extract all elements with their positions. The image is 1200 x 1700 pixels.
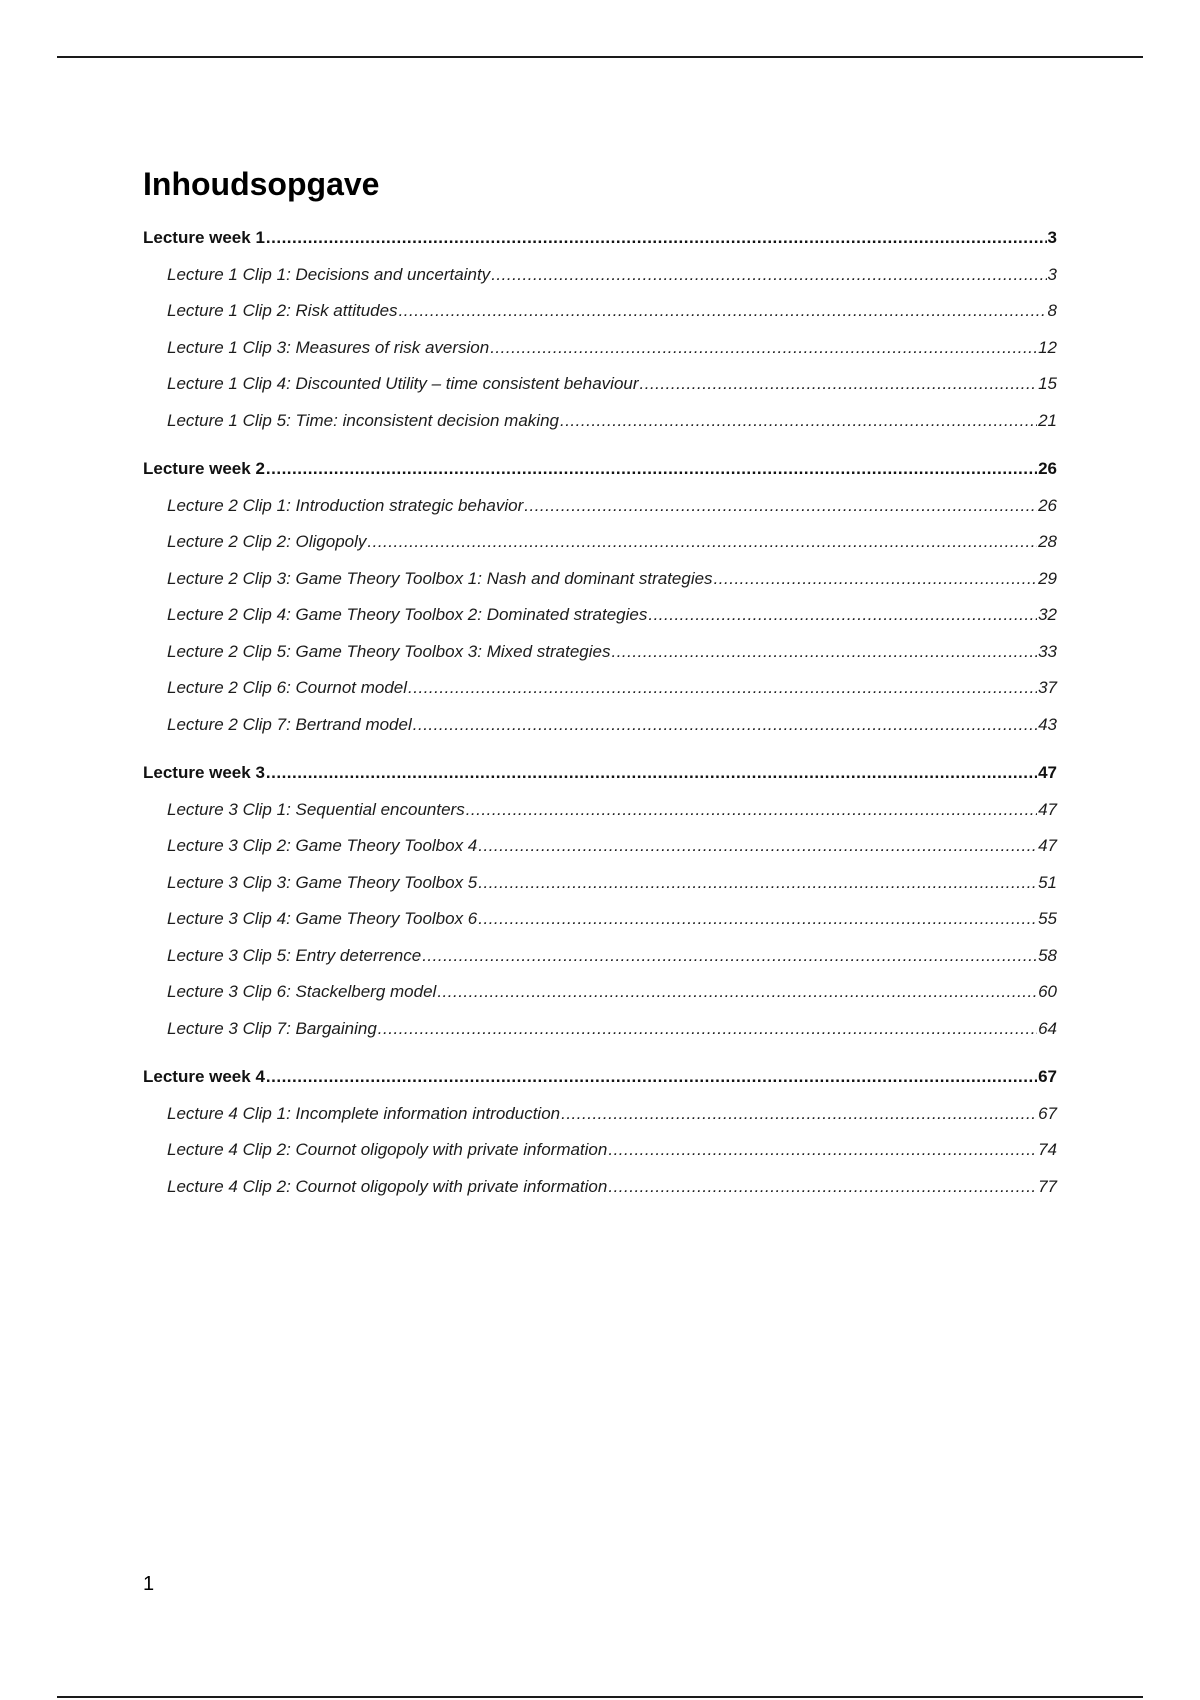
- toc-dot-leader: [422, 938, 1037, 975]
- toc-entry-label: Lecture week 2: [143, 459, 265, 478]
- toc-entry-page: 47: [1038, 763, 1057, 782]
- toc-dot-leader: [367, 524, 1037, 561]
- toc-dot-leader: [466, 792, 1037, 829]
- toc-entry-clip[interactable]: [143, 293, 1057, 330]
- toc-dot-leader: [266, 1059, 1037, 1096]
- toc-dot-leader: [611, 634, 1037, 671]
- footer-rule: [57, 1696, 1143, 1698]
- toc-entry-label: Lecture week 1: [143, 228, 265, 247]
- toc-entry-page: 37: [1038, 678, 1057, 697]
- toc-entry-page: 67: [1038, 1103, 1057, 1123]
- toc-entry-label: Lecture week 3: [143, 763, 265, 782]
- toc-entry-page: 51: [1038, 872, 1057, 892]
- toc-entry-clip[interactable]: [143, 1132, 1057, 1169]
- toc-entry-clip[interactable]: [143, 561, 1057, 598]
- toc-entry-page: 47: [1038, 836, 1057, 855]
- toc-dot-leader: [399, 293, 1047, 330]
- toc-entry-page: 64: [1038, 1018, 1057, 1038]
- toc-entry-clip[interactable]: [143, 634, 1057, 671]
- toc-entry-label: Lecture 3 Clip 7: Bargaining: [167, 1018, 377, 1038]
- toc-entry-page: 32: [1038, 605, 1057, 624]
- toc-entry-clip[interactable]: [143, 1169, 1057, 1206]
- toc-entry-page: 15: [1038, 374, 1057, 393]
- toc-entry-label: Lecture 3 Clip 5: Entry deterrence: [167, 945, 422, 965]
- toc-entry-clip[interactable]: [143, 597, 1057, 634]
- toc-entry-label: Lecture 2 Clip 2: Oligopoly: [167, 532, 367, 551]
- toc-dot-leader: [608, 1169, 1037, 1206]
- toc-entry-label: Lecture 3 Clip 4: Game Theory Toolbox 6: [167, 909, 478, 928]
- toc-entry-label: Lecture 3 Clip 6: Stackelberg model: [167, 982, 437, 1001]
- toc-entry-page: 3: [1047, 264, 1057, 284]
- toc-entry-label: Lecture 2 Clip 7: Bertrand model: [167, 714, 412, 734]
- toc-dot-leader: [560, 403, 1037, 440]
- toc-entry-label: Lecture 4 Clip 2: Cournot oligopoly with private information: [167, 1140, 608, 1159]
- toc-dot-leader: [561, 1096, 1037, 1133]
- toc-entry-label: Lecture 2 Clip 4: Game Theory Toolbox 2: Dominated strategies: [167, 605, 648, 624]
- toc-entry-clip[interactable]: [143, 670, 1057, 707]
- toc-week-3: [143, 755, 1057, 1047]
- toc-entry-week[interactable]: [143, 755, 1057, 792]
- toc-dot-leader: [266, 220, 1047, 257]
- page-number: 1: [143, 1573, 155, 1595]
- toc-dot-leader: [478, 901, 1037, 938]
- toc-dot-leader: [413, 707, 1037, 744]
- toc-entry-page: 58: [1038, 945, 1057, 965]
- toc-entry-clip[interactable]: [143, 901, 1057, 938]
- toc-dot-leader: [408, 670, 1037, 707]
- toc-entry-label: Lecture 2 Clip 6: Cournot model: [167, 678, 408, 697]
- toc-entry-page: 26: [1038, 459, 1057, 478]
- toc-dot-leader: [266, 451, 1037, 488]
- toc-dot-leader: [266, 755, 1037, 792]
- toc-entry-page: 29: [1038, 568, 1057, 588]
- toc-entry-page: 3: [1047, 228, 1057, 247]
- toc-week-2: [143, 451, 1057, 743]
- toc-entry-page: 26: [1038, 495, 1057, 515]
- toc-dot-leader: [714, 561, 1038, 598]
- toc-entry-page: 60: [1038, 982, 1057, 1001]
- toc-entry-clip[interactable]: [143, 366, 1057, 403]
- toc-dot-leader: [608, 1132, 1037, 1169]
- table-of-contents: [143, 162, 1057, 1217]
- toc-entry-label: Lecture 1 Clip 3: Measures of risk aversion: [167, 337, 490, 357]
- toc-entry-label: Lecture 3 Clip 3: Game Theory Toolbox 5: [167, 872, 478, 892]
- toc-entry-label: Lecture 1 Clip 4: Discounted Utility – time consistent behaviour: [167, 374, 639, 393]
- toc-entry-page: 47: [1038, 799, 1057, 819]
- toc-entry-clip[interactable]: [143, 707, 1057, 744]
- toc-entry-page: 43: [1038, 714, 1057, 734]
- toc-entry-page: 28: [1038, 532, 1057, 551]
- toc-entry-clip[interactable]: [143, 1096, 1057, 1133]
- toc-entry-page: 55: [1038, 909, 1057, 928]
- toc-entry-label: Lecture week 4: [143, 1067, 265, 1086]
- toc-entry-label: Lecture 3 Clip 1: Sequential encounters: [167, 799, 465, 819]
- toc-dot-leader: [478, 828, 1037, 865]
- toc-dot-leader: [478, 865, 1037, 902]
- toc-entry-clip[interactable]: [143, 974, 1057, 1011]
- toc-entry-page: 8: [1047, 301, 1057, 320]
- toc-entry-label: Lecture 1 Clip 5: Time: inconsistent decision making: [167, 410, 559, 430]
- toc-entry-week[interactable]: [143, 451, 1057, 488]
- toc-entry-clip[interactable]: [143, 330, 1057, 367]
- toc-entry-page: 74: [1038, 1140, 1057, 1159]
- toc-entry-label: Lecture 1 Clip 1: Decisions and uncertainty: [167, 264, 491, 284]
- toc-dot-leader: [490, 330, 1037, 367]
- toc-entry-page: 67: [1038, 1067, 1057, 1086]
- toc-entry-label: Lecture 2 Clip 5: Game Theory Toolbox 3: Mixed strategies: [167, 641, 611, 661]
- toc-entry-label: Lecture 4 Clip 2: Cournot oligopoly with private information: [167, 1176, 608, 1196]
- toc-entry-week[interactable]: [143, 1059, 1057, 1096]
- header-rule: [57, 56, 1143, 58]
- toc-entry-page: 77: [1038, 1176, 1057, 1196]
- toc-entry-label: Lecture 3 Clip 2: Game Theory Toolbox 4: [167, 836, 478, 855]
- toc-entry-label: Lecture 4 Clip 1: Incomplete information introduction: [167, 1103, 561, 1123]
- toc-dot-leader: [648, 597, 1037, 634]
- toc-entry-label: Lecture 2 Clip 1: Introduction strategic behavior: [167, 495, 524, 515]
- toc-dot-leader: [491, 257, 1046, 294]
- toc-entry-clip[interactable]: [143, 828, 1057, 865]
- toc-entry-label: Lecture 2 Clip 3: Game Theory Toolbox 1: Nash and dominant strategies: [167, 568, 713, 588]
- toc-entry-clip[interactable]: [143, 257, 1057, 294]
- toc-entry-page: 12: [1038, 337, 1057, 357]
- toc-entry-clip[interactable]: [143, 488, 1057, 525]
- toc-entry-clip[interactable]: [143, 792, 1057, 829]
- toc-entry-week[interactable]: [143, 220, 1057, 257]
- toc-dot-leader: [378, 1011, 1037, 1048]
- toc-entry-label: Lecture 1 Clip 2: Risk attitudes: [167, 301, 398, 320]
- toc-entry-clip[interactable]: [143, 938, 1057, 975]
- toc-week-1: [143, 220, 1057, 439]
- toc-dot-leader: [524, 488, 1037, 525]
- toc-entry-clip[interactable]: [143, 524, 1057, 561]
- toc-dot-leader: [640, 366, 1038, 403]
- toc-title: Inhoudsopgave: [143, 166, 380, 202]
- toc-dot-leader: [437, 974, 1037, 1011]
- toc-entry-clip[interactable]: [143, 403, 1057, 440]
- toc-entry-page: 21: [1038, 410, 1057, 430]
- toc-week-4: [143, 1059, 1057, 1205]
- toc-entry-clip[interactable]: [143, 1011, 1057, 1048]
- toc-entry-clip[interactable]: [143, 865, 1057, 902]
- toc-entry-page: 33: [1038, 641, 1057, 661]
